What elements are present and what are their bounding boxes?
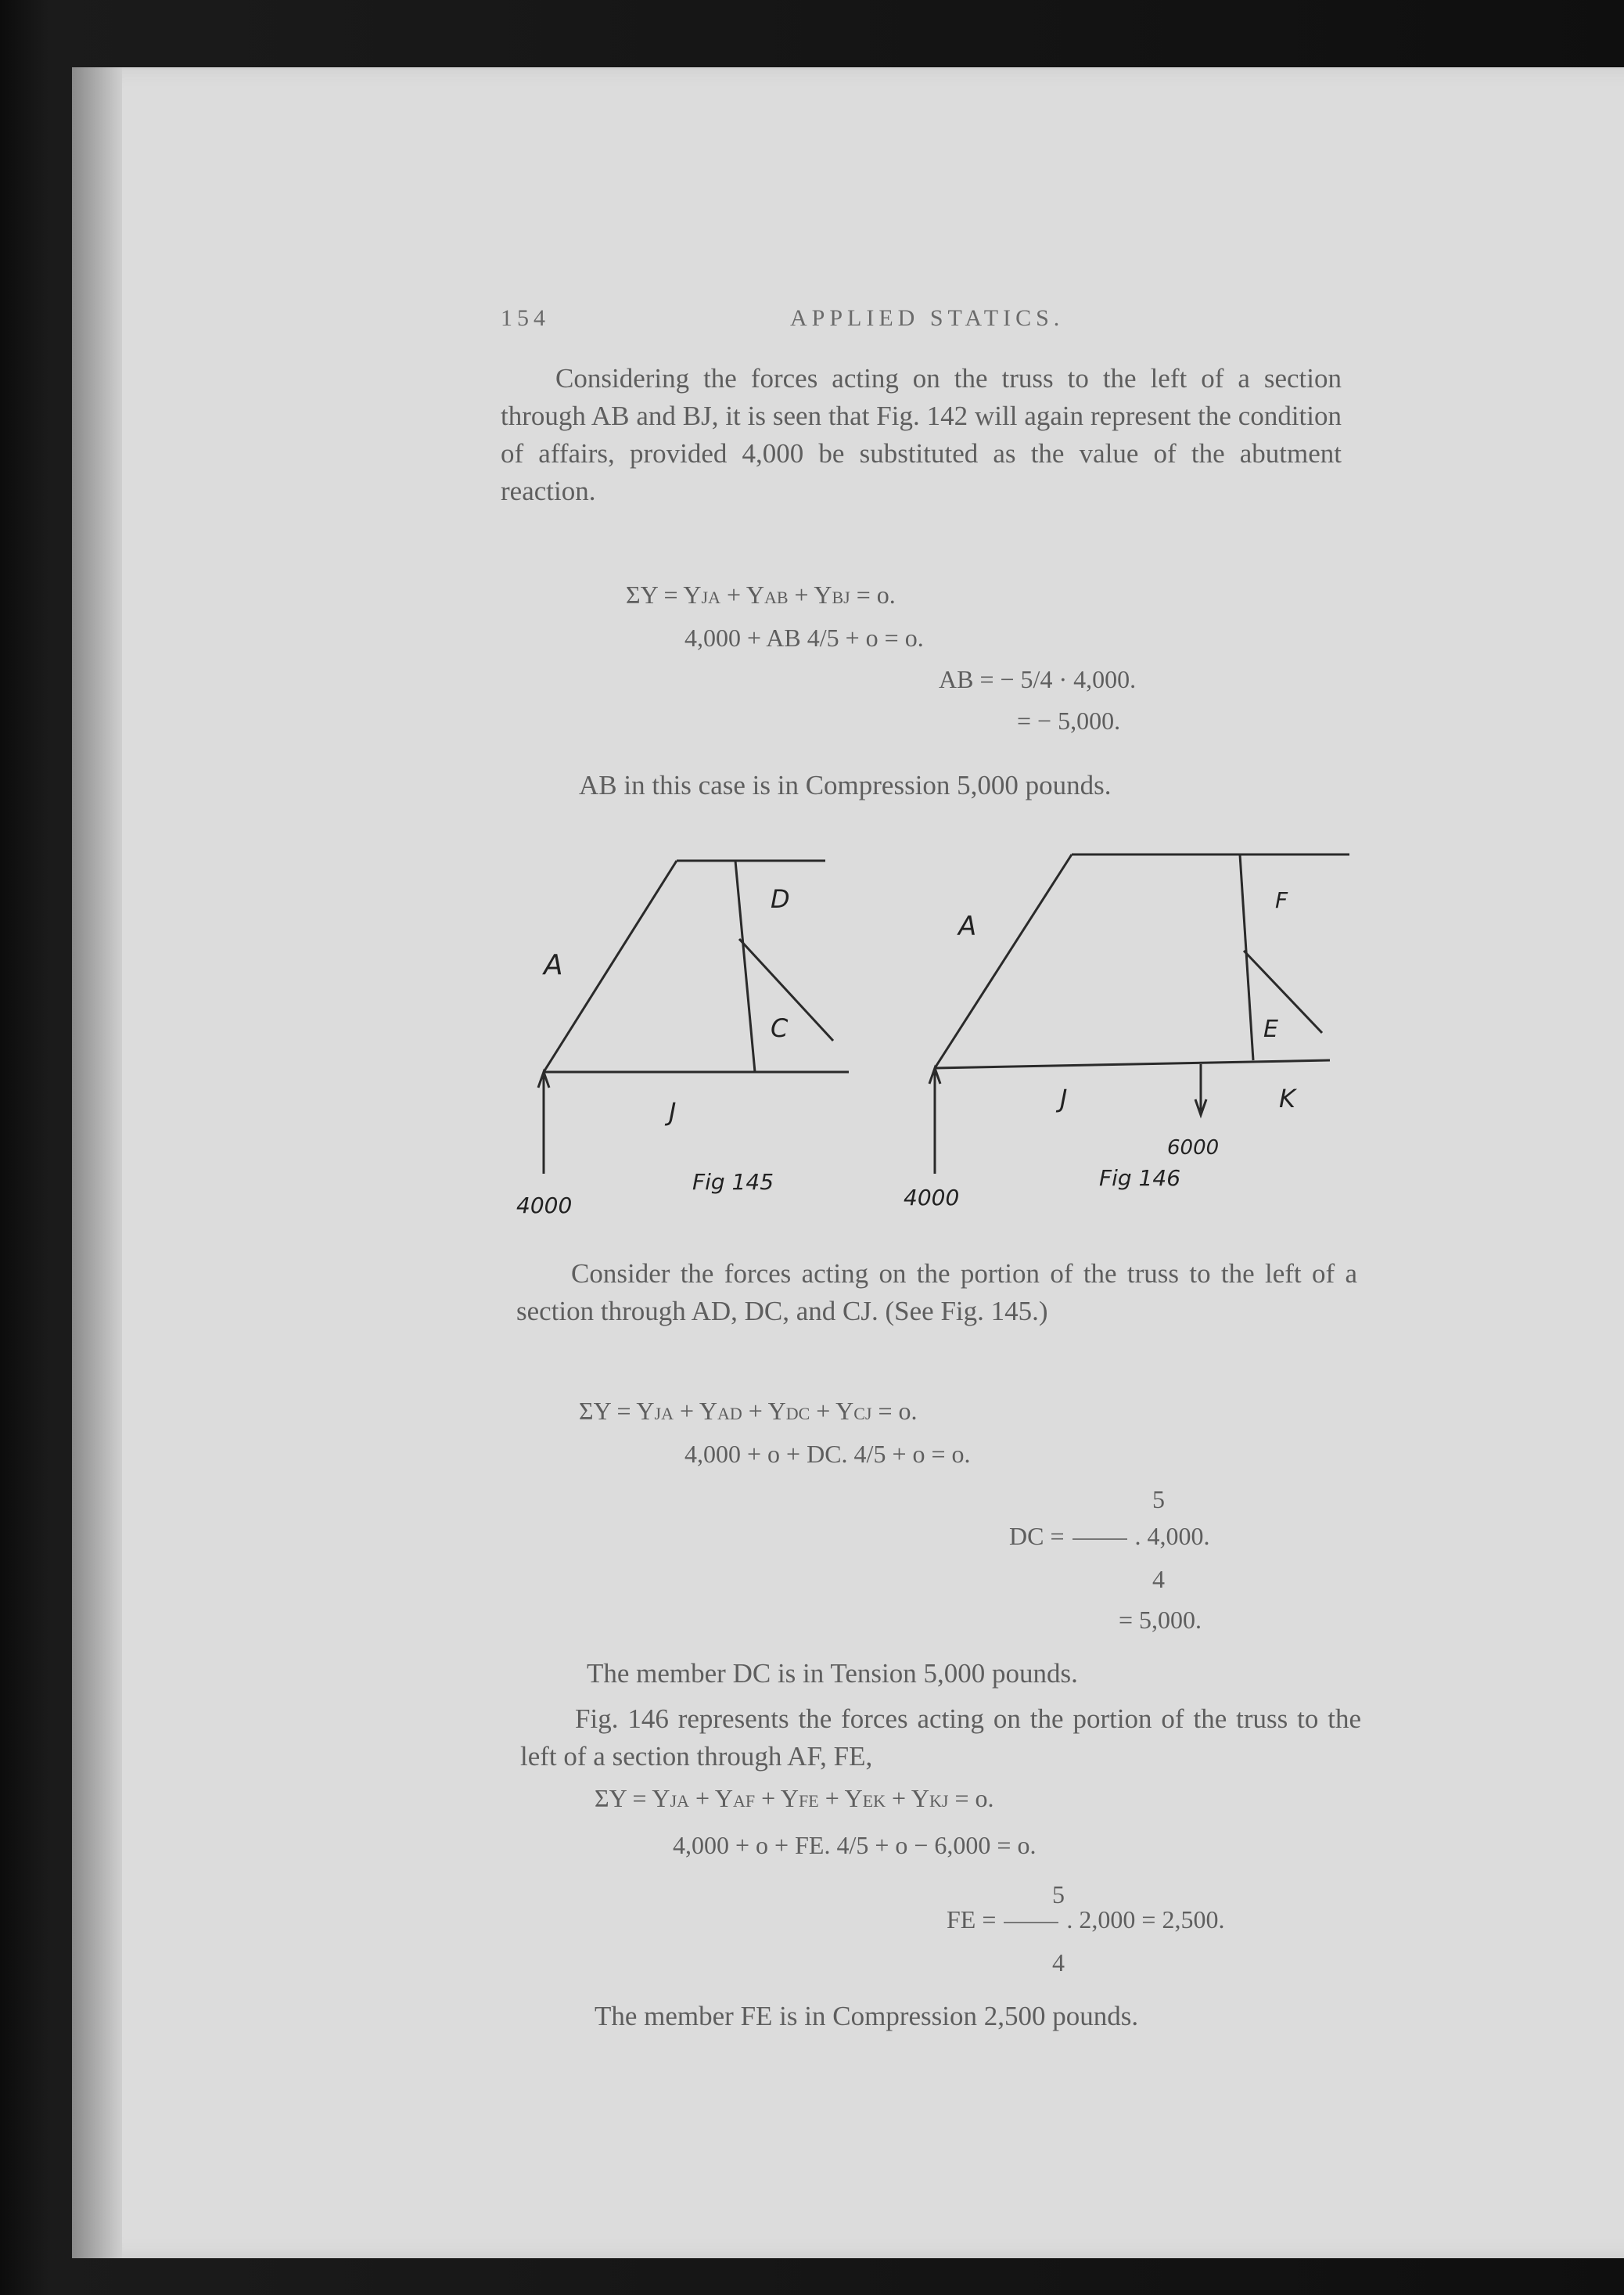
eq-term: Y xyxy=(683,581,702,609)
equation-2-line-4: = 5,000. xyxy=(1119,1606,1202,1634)
eq-term: + Y xyxy=(679,1397,717,1425)
eq-term: = o. xyxy=(878,1397,918,1425)
eq-subscript: EK xyxy=(862,1791,886,1811)
result-3: The member FE is in Compression 2,500 pounds. xyxy=(595,2001,1139,2031)
fig145-caption: Fig 145 xyxy=(692,1169,774,1195)
dc-equation xyxy=(1009,1522,1210,1551)
eq-subscript: BJ xyxy=(832,588,850,607)
eq-term: ΣY = xyxy=(626,581,678,609)
equation-2-line-1 xyxy=(579,1397,918,1426)
eq-subscript: JA xyxy=(701,588,720,607)
fig146-bottom-chord xyxy=(935,1060,1330,1068)
fig146-label-k: K xyxy=(1279,1084,1295,1113)
fig145-label-c: C xyxy=(771,1013,789,1043)
eq-subscript: FE xyxy=(799,1791,819,1811)
fe-lhs: FE = xyxy=(947,1905,997,1933)
eq-subscript: JA xyxy=(670,1791,689,1811)
eq-subscript: AF xyxy=(732,1791,756,1811)
equation-1-line-1 xyxy=(626,581,896,610)
eq-term: = o. xyxy=(954,1784,994,1812)
eq-term: + Y xyxy=(892,1784,929,1812)
eq-subscript: JA xyxy=(654,1404,674,1423)
page-number: 154 xyxy=(501,305,550,331)
equation-1-line-2: 4,000 + AB 4/5 + o = o. xyxy=(684,624,924,652)
equation-1-line-4: = − 5,000. xyxy=(1017,707,1121,735)
eq-term: + Y xyxy=(816,1397,854,1425)
fig145-load-value: 4000 xyxy=(516,1192,573,1218)
paragraph-3: Fig. 146 represents the forces acting on the portion of the truss to the left of a section through AF, FE, xyxy=(520,1703,1361,1772)
intro-paragraph: Considering the forces acting on the truss to the left of a section through AB and BJ, it is seen that Fig. 142 will again represent the condition of affairs, provided 4,000 be substituted as the value of the abutment reaction. xyxy=(501,363,1342,506)
fig146-label-j: J xyxy=(1060,1084,1068,1113)
fig145-label-j: J xyxy=(669,1097,677,1127)
fig146-load-left-value: 4000 xyxy=(904,1185,960,1210)
eq-subscript: AB xyxy=(763,588,789,607)
eq-term: + Y xyxy=(794,581,832,609)
fe-rhs: . 2,000 = 2,500. xyxy=(1066,1905,1225,1933)
dc-numerator: 5 xyxy=(1152,1485,1165,1513)
fe-numerator: 5 xyxy=(1052,1880,1065,1908)
fig146-load-down-value: 6000 xyxy=(1167,1136,1220,1160)
fig146-inclined-member xyxy=(935,854,1072,1068)
eq-term: + Y xyxy=(761,1784,799,1812)
fig146-label-e: E xyxy=(1263,1016,1278,1043)
fig145-inclined-member xyxy=(544,861,677,1072)
page-binding-edge xyxy=(72,67,122,2258)
fig146-diagonal-member xyxy=(1244,951,1322,1033)
result-1: AB in this case is in Compression 5,000 pounds. xyxy=(579,770,1112,800)
eq-subscript: AD xyxy=(717,1404,742,1423)
equation-1-line-3: AB = − 5/4 · 4,000. xyxy=(939,665,1137,693)
paragraph-2: Consider the forces acting on the portion of the truss to the left of a section through AD, DC, and CJ. (See Fig. 145.) xyxy=(516,1258,1357,1326)
fig145-label-d: D xyxy=(771,884,790,914)
dc-rhs: . 4,000. xyxy=(1134,1522,1210,1550)
paragraph-2-block xyxy=(516,1255,1357,1330)
page-header xyxy=(501,305,1389,336)
dc-fraction-bar xyxy=(1072,1538,1127,1540)
fig-145 xyxy=(538,861,849,1174)
fe-equation xyxy=(947,1905,1224,1934)
dc-denominator: 4 xyxy=(1152,1565,1165,1593)
equation-3-line-1 xyxy=(595,1784,993,1813)
fig145-label-a: A xyxy=(544,949,563,981)
intro-paragraph-block xyxy=(501,360,1342,510)
eq-subscript: DC xyxy=(785,1404,810,1423)
fe-fraction-bar xyxy=(1004,1922,1058,1923)
eq-term: ΣY = Y xyxy=(595,1784,670,1812)
paragraph-3-block xyxy=(520,1700,1361,1775)
fig146-label-a: A xyxy=(958,911,977,942)
eq-subscript: CJ xyxy=(853,1404,872,1423)
eq-term: + Y xyxy=(748,1397,786,1425)
result-2: The member DC is in Tension 5,000 pounds. xyxy=(587,1658,1078,1689)
eq-subscript: KJ xyxy=(929,1791,949,1811)
eq-term: + Y xyxy=(695,1784,733,1812)
running-head: APPLIED STATICS. xyxy=(790,305,1065,331)
equation-3-line-2: 4,000 + o + FE. 4/5 + o − 6,000 = o. xyxy=(673,1831,1037,1859)
eq-term: ΣY = Y xyxy=(579,1397,655,1425)
equation-2-line-2: 4,000 + o + DC. 4/5 + o = o. xyxy=(684,1440,971,1468)
fig146-caption: Fig 146 xyxy=(1099,1165,1181,1191)
fig145-vertical-member xyxy=(735,861,755,1072)
dc-lhs: DC = xyxy=(1009,1522,1065,1550)
eq-term: = o. xyxy=(856,581,896,609)
truss-diagram xyxy=(501,845,1369,1244)
eq-term: + Y xyxy=(726,581,764,609)
fig146-label-f: F xyxy=(1275,887,1288,913)
fe-denominator: 4 xyxy=(1052,1948,1065,1977)
truss-figures xyxy=(501,845,1369,1244)
eq-term: + Y xyxy=(825,1784,863,1812)
